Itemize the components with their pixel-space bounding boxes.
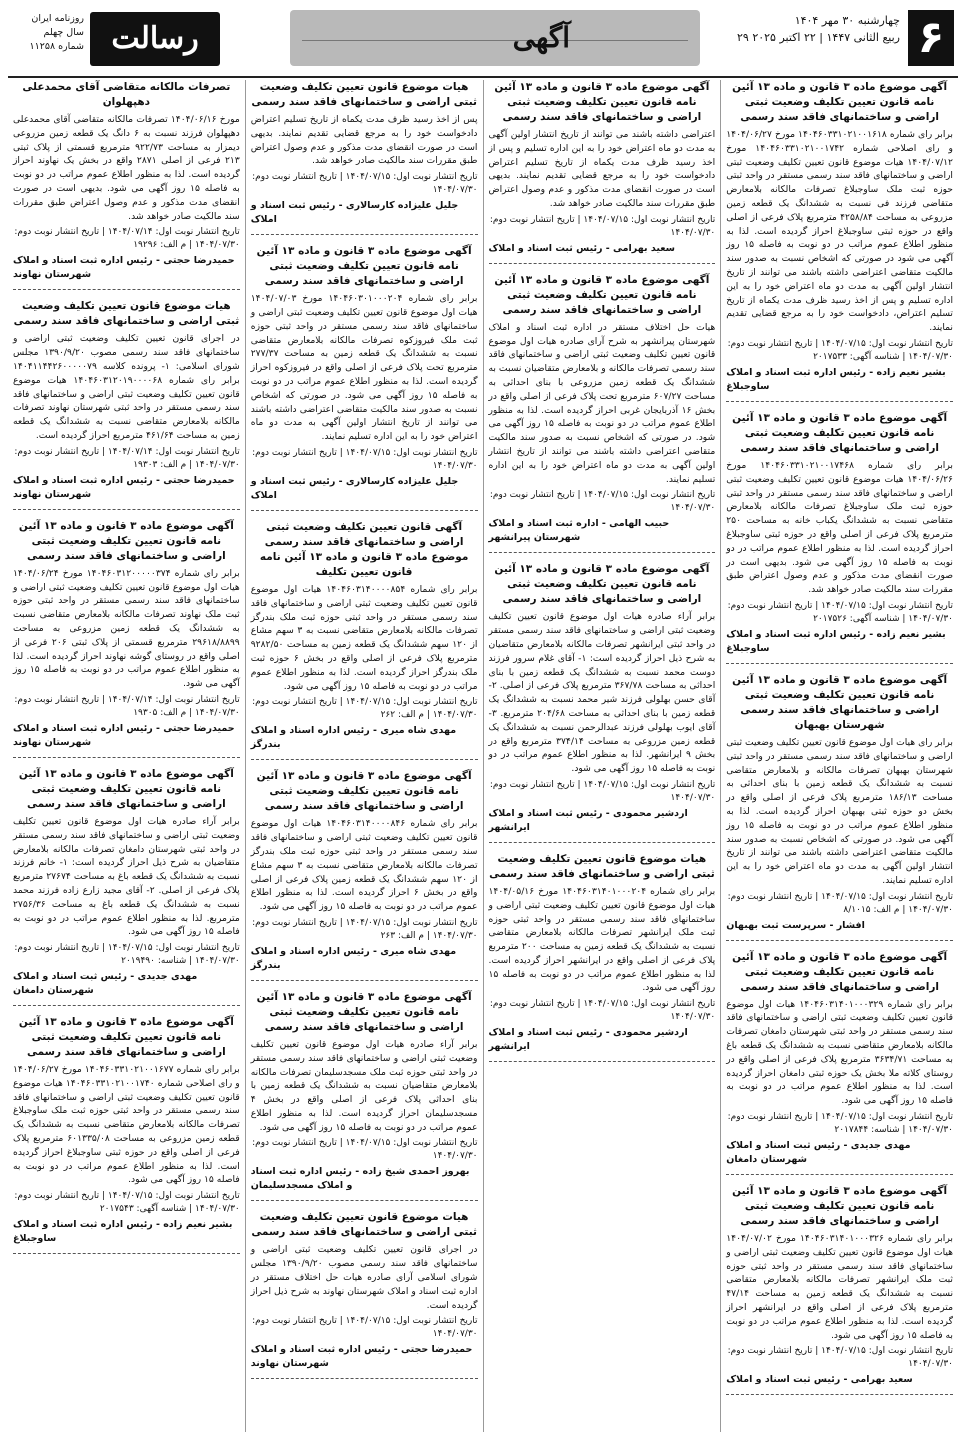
legal-notice [489,562,716,843]
notice-dates: تاریخ انتشار نوبت اول: ۱۴۰۴/۰۷/۱۵ | تاریخ انتشار نوبت دوم: ۱۴۰۴/۰۷/۳۰ [489,999,716,1023]
notice-title: هیات موضوع قانون تعیین تکلیف وضعیت ثبتی اراضی و ساختمانهای فاقد سند رسمی [13,300,240,328]
issue-date [710,12,900,46]
notice-body: برابر آراء صادره هیات اول موضوع قانون تعیین تکلیف وضعیت ثبتی اراضی و ساختمانهای فاقد سند رسمی مستقر در واحد ثبتی ایرانشهر تصرفات مالکانه بلامعارض متقاضیان به شرح ذیل احراز گردیده است: ۱- آقای غلام سرور فرزند دوست محمد نسبت به ششدانگ یک قطعه زمین با بنای احداثی به مساحت ۳۶۷/۷۸ مترمربع پلاک فرعی از اصلی. ۲- آقای حسن بهلولی فرزند شیر محمد نسبت به ششدانگ یک قطعه زمین با بنای احداثی به مساحت ۲۰۴/۶۸ مترمربع. ۳- آقای ایوب بهلولی فرزند عبدالرحمن نسبت به ششدانگ یک قطعه زمین مزروعی به مساحت ۳۷۴/۱۴ مترمربع واقع در بخش ۹ ایرانشهر. لذا به منظور اطلاع عموم مراتب در دو نوبت به فاصله ۱۵ روز آگهی می شود. [488,611,716,775]
issue-brand: روزنامه ایران [31,13,84,24]
masthead [8,6,958,78]
notice-dates: تاریخ انتشار نوبت اول: ۱۴۰۴/۰۷/۱۵ | تاریخ انتشار نوبت دوم: ۱۴۰۴/۰۷/۳۰ | م الف: ۸/۱۰۱۵ [727,891,953,915]
notice-body: برابر رای شماره ۱۴۰۴۶۰۳۱۴۰۱۰۰۰۳۲۶ مورخ ۱۴۰۴/۰۷/۰۲ هیات اول موضوع قانون تعیین تکلیف وضعیت ثبتی اراضی و ساختمانهای فاقد سند رسمی مستقر در واحد ثبتی حوزه ثبت ملک ایرانشهر تصرفات مالکانه بلامعارض متقاضی نسبت به ششدانگ یک قطعه زمین به مساحت ۴۷/۱۴ مترمربع پلاک فرعی از اصلی واقع در ایرانشهر احراز گردیده است. لذا به منظور اطلاع عموم مراتب در دو نوبت به فاصله ۱۵ روز آگهی می شود. [726,1233,953,1341]
notice-signature: سعید بهرامی - رئیس ثبت اسناد و املاک [726,1374,913,1386]
issue-number: شماره ۱۱۲۵۸ [29,41,84,52]
notice-signature: حمیدرضا حجتی - رئیس اداره ثبت اسناد و املاک شهرستان نهاوند [250,1344,473,1370]
notice-dates: تاریخ انتشار نوبت اول: ۱۴۰۴/۰۷/۱۵ | تاریخ انتشار نوبت دوم: ۱۴۰۴/۰۷/۳۰ | شناسه: ۲۰۱۷۸۴۴ [727,1112,953,1136]
legal-notice [251,1210,478,1379]
legal-notice [726,1184,953,1395]
notice-title: آگهی موضوع ماده ۳ قانون و ماده ۱۳ آئین نامه قانون تعیین تکلیف وضعیت ثبتی اراضی و ساختمانهای فاقد سند رسمی [256,990,472,1033]
section-title: آگهی [512,21,570,54]
notice-dates: تاریخ انتشار نوبت اول: ۱۴۰۴/۰۷/۱۴ | تاریخ انتشار نوبت دوم: ۱۴۰۴/۰۷/۳۰ | م الف: ۱۹۲۹۶ [14,227,240,251]
notice-title: آگهی موضوع ماده ۳ قانون و ماده ۱۳ آئین نامه قانون تعیین تکلیف وضعیت ثبتی اراضی و ساختمانهای فاقد سند رسمی [18,519,234,562]
notice-signature: حمیدرضا حجتی - رئیس اداره ثبت اسناد و املاک شهرستان نهاوند [13,474,235,500]
column-4 [8,80,245,1432]
notice-body: در اجرای قانون تعیین تکلیف وضعیت ثبتی اراضی و ساختمانهای فاقد سند رسمی مصوب ۱۳۹۰/۹/۲۰ مجلس شورای اسلامی آرای صادره هیات حل اختلاف مستقر در اداره ثبت اسناد و املاک شهرستان نهاوند به شرح ذیل احراز گردیده است. [250,1244,478,1311]
paper-logo: رسالت [90,12,220,66]
notice-body: برابر رای شماره ۱۴۰۴۶۰۳۱۴۰۰۰۰۸۴۶ هیات اول موضوع قانون تعیین تکلیف وضعیت ثبتی اراضی و ساختمانهای فاقد سند رسمی مستقر در واحد ثبتی حوزه ثبت ملک بندرگز تصرفات مالکانه بلامعارض متقاضی نسبت به ۳ سهم مشاع از ۱۲۰ سهم ششدانگ یک قطعه زمین پلاک فرعی از اصلی واقع در بخش ۶ احراز گردیده است. لذا به منظور اطلاع عموم مراتب در دو نوبت به فاصله ۱۵ روز آگهی می شود. [250,818,478,913]
notice-signature: حبیب الهامی - اداره ثبت اسناد و املاک شهرستان پیرانشهر [488,518,670,544]
legal-notice [726,411,953,664]
column-2 [483,80,721,1432]
band-divider [302,40,688,41]
notice-dates: تاریخ انتشار نوبت اول: ۱۴۰۴/۰۷/۱۵ | تاریخ انتشار نوبت دوم: ۱۴۰۴/۰۷/۳۰ [252,1138,478,1162]
legal-notice [726,80,953,402]
notice-dates: تاریخ انتشار نوبت اول: ۱۴۰۴/۰۷/۱۵ | تاریخ انتشار نوبت دوم: ۱۴۰۴/۰۷/۳۰ [252,1316,478,1340]
notice-dates: تاریخ انتشار نوبت اول: ۱۴۰۴/۰۷/۱۴ | تاریخ انتشار نوبت دوم: ۱۴۰۴/۰۷/۳۰ | م الف: ۱۹۳۰۳ [14,446,240,470]
notice-signature: مهدی جدیدی - رئیس ثبت اسناد و املاک شهرستان دامغان [726,1140,911,1166]
issue-year: سال چهلم [43,27,84,38]
notice-body: پس از اخذ رسید ظرف مدت یکماه از تاریخ تسلیم اعتراض دادخواست خود را به مرجع قضایی تقدیم نمایند. بدیهی است در صورت انقضای مدت مذکور و عدم وصول اعتراض طبق مقررات سند مالکیت صادر خواهد شد. [250,114,478,167]
notice-title: آگهی موضوع ماده ۳ قانون و ماده ۱۳ آئین نامه قانون تعیین تکلیف وضعیت ثبتی اراضی و ساختمانهای فاقد سند رسمی شهرستان بهبهان [732,673,948,731]
legal-notice [489,80,716,264]
notice-title: هیات موضوع قانون تعیین تکلیف وضعیت ثبتی اراضی و ساختمانهای فاقد سند رسمی [489,852,715,880]
column-1 [720,80,958,1432]
notice-signature: سعید بهرامی - رئیس ثبت اسناد و املاک [488,242,675,254]
notice-signature: مهدی جدیدی - رئیس ثبت اسناد و املاک شهرستان دامغان [13,971,198,997]
notice-signature: جلیل علیزاده کارسالاری - رئیس ثبت اسناد و املاک [250,475,459,501]
notice-dates: تاریخ انتشار نوبت اول: ۱۴۰۴/۰۷/۱۵ | تاریخ انتشار نوبت دوم: ۱۴۰۴/۰۷/۳۰ | م الف: ۲۶۲ [252,697,478,721]
legal-notice [13,299,240,509]
notice-title: آگهی موضوع ماده ۳ قانون و ماده ۱۳ آئین نامه قانون تعیین تکلیف وضعیت ثبتی اراضی و ساختمانهای فاقد سند رسمی [494,273,710,316]
legal-notice [251,990,478,1202]
notice-dates: تاریخ انتشار نوبت اول: ۱۴۰۴/۰۷/۱۴ | تاریخ انتشار نوبت دوم: ۱۴۰۴/۰۷/۳۰ | م الف: ۱۹۳۰۵ [14,694,240,718]
notice-body: برابر رای شماره ۱۴۰۴۶۰۳۰۱۰۰۰۲۰۴ مورخ ۱۴۰۴/۰۷/۰۳ هیات اول موضوع قانون تعیین تکلیف وضعیت ثبتی اراضی و ساختمانهای فاقد سند رسمی مستقر در واحد ثبتی حوزه ثبت ملک فیروزکوه تصرفات مالکانه بلامعارض متقاضی نسبت به ششدانگ یک قطعه زمین به مساحت ۲۷۷/۳۷ مترمربع تحت پلاک فرعی از اصلی واقع در فیروزکوه احراز گردیده است. لذا به منظور اطلاع عموم مراتب در دو نوبت به فاصله ۱۵ روز آگهی می شود. در صورتی که اشخاص نسبت به صدور سند مالکیت متقاضی اعتراضی داشته باشند می توانند از تاریخ انتشار اولین آگهی به مدت دو ماه اعتراض خود را به این اداره تسلیم نمایند. [250,293,478,443]
notice-signature: حمیدرضا حجتی - رئیس اداره ثبت اسناد و املاک شهرستان نهاوند [13,255,235,281]
notice-dates: تاریخ انتشار نوبت اول: ۱۴۰۴/۰۷/۱۵ | تاریخ انتشار نوبت دوم: ۱۴۰۴/۰۷/۳۰ | شناسه آگهی: ۲۰۱۷۵۲۶ [727,600,953,624]
notice-dates: تاریخ انتشار نوبت اول: ۱۴۰۴/۰۷/۱۵ | تاریخ انتشار نوبت دوم: ۱۴۰۴/۰۷/۳۰ | شناسه آگهی: ۲۰۱۷۵۴۳ [14,1191,240,1215]
notice-title: آگهی قانون تعیین تکلیف وضعیت ثبتی اراضی و ساختمانهای فاقد سند رسمی موضوع ماده ۳ قانون و ماده ۱۳ آئین نامه قانون تعیین تکلیف [259,520,469,578]
columns [8,80,958,1432]
notice-body: اعتراضی داشته باشند می توانند از تاریخ انتشار اولین آگهی به مدت دو ماه اعتراض خود را به این اداره تسلیم و پس از اخذ رسید ظرف مدت یکماه از تاریخ تسلیم اعتراض دادخواست خود را به مرجع قضایی تقدیم نمایند. بدیهی است در صورت انقضای مدت مذکور و عدم وصول اعتراض طبق مقررات سند مالکیت صادر خواهد شد. [488,129,716,209]
notice-body: برابر رای شماره ۱۴۰۴۶۰۳۳۱۰۲۱۰۰۱۷۴۶۸ مورخ ۱۴۰۴/۰۶/۲۶ هیات موضوع قانون تعیین تکلیف وضعیت ثبتی اراضی و ساختمانهای فاقد سند رسمی مستقر در واحد ثبتی حوزه ثبت ملک ساوجبلاغ تصرفات مالکانه بلامعارض متقاضی نسبت به ششدانگ یکباب خانه به مساحت ۲۵۰ مترمربع پلاک فرعی از اصلی واقع در حوزه ثبتی ساوجبلاغ احراز گردیده است. لذا به منظور اطلاع عموم مراتب در دو نوبت به فاصله ۱۵ روز آگهی می شود. بدیهی است در صورت انقضای مدت مذکور و عدم وصول اعتراض طبق مقررات سند مالکیت صادر خواهد شد. [726,459,953,596]
legal-notice [251,244,478,511]
notice-title: آگهی موضوع ماده ۳ قانون و ماده ۱۳ آئین نامه قانون تعیین تکلیف وضعیت ثبتی اراضی و ساختمانهای فاقد سند رسمی [494,563,710,606]
notice-signature: حمیدرضا حجتی - رئیس اداره ثبت اسناد و املاک شهرستان نهاوند [13,722,235,748]
notice-signature: اردشیر محمودی - رئیس ثبت اسناد و املاک ایرانشهر [488,807,688,833]
section-band [290,10,700,66]
notice-title: هیات موضوع قانون تعیین تکلیف وضعیت ثبتی اراضی و ساختمانهای فاقد سند رسمی [251,1211,477,1239]
notice-body: برابر رای شماره ۱۴۰۴۶۰۳۱۲۰۰۰۰۰۳۷۴ مورخ ۱۴۰۴/۰۶/۲۴ هیات اول موضوع قانون تعیین تکلیف وضعیت ثبتی اراضی و ساختمانهای فاقد سند رسمی مستقر در واحد ثبتی حوزه ثبت ملک نهاوند تصرفات مالکانه بلامعارض متقاضی نسبت به ششدانگ یک قطعه زمین مزروعی به مساحت ۲۹۶۱۸/۸۸۹۹ مترمربع قسمتی از پلاک ثبتی ۲۰۶ فرعی از اصلی واقع در روستای گوشه نهاوند احراز گردیده است. لذا به منظور اطلاع عموم مراتب در دو نوبت به فاصله ۱۵ روز آگهی می شود. [13,567,240,690]
notice-dates: تاریخ انتشار نوبت اول: ۱۴۰۴/۰۷/۱۵ | تاریخ انتشار نوبت دوم: ۱۴۰۴/۰۷/۳۰ [252,172,478,196]
notice-dates: تاریخ انتشار نوبت اول: ۱۴۰۴/۰۷/۱۵ | تاریخ انتشار نوبت دوم: ۱۴۰۴/۰۷/۳۰ [489,490,716,514]
legal-notice [13,519,240,758]
notice-title: آگهی موضوع ماده ۳ قانون و ماده ۱۳ آئین نامه قانون تعیین تکلیف وضعیت ثبتی اراضی و ساختمانهای فاقد سند رسمی [256,245,472,288]
legal-notice [13,80,240,290]
column-3 [245,80,483,1432]
issue-info [12,12,84,54]
notice-dates: تاریخ انتشار نوبت اول: ۱۴۰۴/۰۷/۱۵ | تاریخ انتشار نوبت دوم: ۱۴۰۴/۰۷/۳۰ | شناسه آگهی: ۲۰۱۷۵۳۳ [727,338,953,362]
notice-body: در اجرای قانون تعیین تکلیف وضعیت ثبتی اراضی و ساختمانهای فاقد سند رسمی مصوب ۱۳۹۰/۹/۲۰ مجلس شورای اسلامی: ۱- پرونده کلاسه ۱۴۰۴۱۱۴۴۲۶۰۰۰۰۰۷۹ برابر رای شماره ۱۴۰۴۶۰۳۱۲۰۱۹۰۰۰۰۶۸ هیات موضوع قانون تعیین تکلیف وضعیت ثبتی اراضی و ساختمانهای فاقد سند رسمی مستقر در واحد ثبتی شهرستان نهاوند تصرفات مالکانه بلامعارض متقاضی نسبت به ششدانگ یک قطعه زمین به مساحت ۴۶۱/۶۴ مترمربع احراز گردیده است. [13,333,240,441]
legal-notice [251,769,478,981]
notice-signature: بشیر نعیم زاده - رئیس اداره ثبت اسناد و املاک ساوجبلاغ [726,628,946,654]
date-other: ۲۹ ربیع الثانی ۱۴۴۷ | ۲۲ اکتبر ۲۰۲۵ [737,31,900,44]
notice-signature: افشار - سرپرست ثبت بهبهان [726,919,865,931]
notice-signature: بهروز احمدی شیخ زاده - رئیس اداره ثبت اسناد و املاک مسجدسلیمان [250,1166,470,1192]
notice-dates: تاریخ انتشار نوبت اول: ۱۴۰۴/۰۷/۱۵ | تاریخ انتشار نوبت دوم: ۱۴۰۴/۰۷/۳۰ | شناسه: ۲۰۱۹۴۹۰ [14,943,240,967]
notice-dates: تاریخ انتشار نوبت اول: ۱۴۰۴/۰۷/۱۵ | تاریخ انتشار نوبت دوم: ۱۴۰۴/۰۷/۳۰ [252,447,478,471]
notice-body: هیات حل اختلاف مستقر در اداره ثبت اسناد و املاک شهرستان پیرانشهر به شرح آرای صادره هیات اول موضوع قانون تعیین تکلیف وضعیت ثبتی اراضی و ساختمانهای فاقد سند رسمی تصرفات مالکانه و بلامعارض متقاضیان نسبت به ششدانگ یک قطعه زمین مزروعی با بنای احداثی به مساحت ۶۰۷/۲۷ مترمربع تحت پلاک فرعی از اصلی واقع در بخش ۱۶ آذربایجان غربی احراز گردیده است. لذا به منظور اطلاع عموم مراتب در دو نوبت به فاصله ۱۵ روز آگهی می شود. در صورتی که اشخاص نسبت به صدور سند مالکیت متقاضی اعتراضی داشته باشند می توانند از تاریخ انتشار اولین آگهی به مدت دو ماه اعتراض خود را به این اداره تسلیم نمایند. [488,321,716,485]
notice-signature: اردشیر محمودی - رئیس ثبت اسناد و املاک ایرانشهر [488,1027,688,1053]
legal-notice [489,852,716,1062]
notice-body: برابر رای شماره ۱۴۰۴۶۰۳۳۱۰۲۱۰۰۱۶۱۸ مورخ ۱۴۰۴/۰۶/۲۷ و رای اصلاحی شماره ۱۴۰۴۶۰۳۳۱۰۲۱۰۰۱۷۴۲ مورخ ۱۴۰۴/۰۷/۱۲ هیات موضوع قانون تعیین تکلیف وضعیت ثبتی اراضی و ساختمانهای فاقد سند رسمی مستقر در واحد ثبتی حوزه ثبت ملک ساوجبلاغ تصرفات مالکانه بلامعارض متقاضی فرزند فی نسبت به ششدانگ یک قطعه زمین مزروعی به مساحت ۴۲۵۸/۸۴ مترمربع پلاک فرعی از اصلی واقع در حوزه ثبتی ساوجبلاغ احراز گردیده است. لذا به منظور اطلاع عموم مراتب در دو نوبت به فاصله ۱۵ روز آگهی می شود در صورتی که اشخاص نسبت به صدور سند مالکیت متقاضی اعتراضی داشته باشند می توانند از تاریخ انتشار اولین آگهی به مدت دو ماه اعتراض خود را به این اداره تسلیم و پس از اخذ رسید ظرف مدت یکماه از تاریخ تسلیم اعتراض، دادخواست خود را به مرجع قضایی تقدیم نمایند. [726,129,953,334]
notice-body: برابر آراء صادره هیات اول موضوع قانون تعیین تکلیف وضعیت ثبتی اراضی و ساختمانهای فاقد سند رسمی مستقر در واحد ثبتی شهرستان دامغان تصرفات مالکانه بلامعارض متقاضیان به شرح ذیل احراز گردیده است: ۱- خانم فرزند نسبت به ششدانگ یک قطعه باغ به مساحت ۲۷۶۷۴ مترمربع پلاک فرعی از اصلی. ۲- آقای مجید زارع زاده فرزند محمد نسبت به ششدانگ یک قطعه باغ به مساحت ۲۷۵۶/۳۶ مترمربع. لذا به منظور اطلاع عموم مراتب در دو نوبت به فاصله ۱۵ روز آگهی می شود. [13,815,240,938]
legal-notice [251,80,478,235]
notice-title: آگهی موضوع ماده ۳ قانون و ماده ۱۳ آئین نامه قانون تعیین تکلیف وضعیت ثبتی اراضی و ساختمانهای فاقد سند رسمی [256,770,472,813]
notice-signature: جلیل علیزاده کارسالاری - رئیس ثبت اسناد و املاک [250,200,459,226]
notice-dates: تاریخ انتشار نوبت اول: ۱۴۰۴/۰۷/۱۵ | تاریخ انتشار نوبت دوم: ۱۴۰۴/۰۷/۳۰ [489,214,716,238]
notice-title: تصرفات مالکانه متقاضی آقای محمدعلی دهپهلوان [22,81,231,108]
notice-signature: بشیر نعیم زاده - رئیس اداره ثبت اسناد و املاک ساوجبلاغ [726,366,946,392]
notice-title: آگهی موضوع ماده ۳ قانون و ماده ۱۳ آئین نامه قانون تعیین تکلیف وضعیت ثبتی اراضی و ساختمانهای فاقد سند رسمی [494,81,710,123]
notice-title: آگهی موضوع ماده ۳ قانون و ماده ۱۳ آئین نامه قانون تعیین تکلیف وضعیت ثبتی اراضی و ساختمانهای فاقد سند رسمی [732,1185,948,1228]
legal-notice [726,673,953,941]
notice-title: هیات موضوع قانون تعیین تکلیف وضعیت ثبتی اراضی و ساختمانهای فاقد سند رسمی [251,81,477,108]
notice-body: برابر رای هیات اول موضوع قانون تعیین تکلیف وضعیت ثبتی اراضی و ساختمانهای فاقد سند رسمی مستقر در واحد ثبتی شهرستان بهبهان تصرفات مالکانه و بلامعارض متقاضی نسبت به ششدانگ یک قطعه زمین با بنای احداثی به مساحت ۱۸۶/۱۳ مترمربع پلاک فرعی از اصلی واقع در بخش دو حوزه ثبتی بهبهان احراز گردیده است. لذا به منظور اطلاع عموم مراتب در دو نوبت به فاصله ۱۵ روز آگهی می شود. در صورتی که اشخاص نسبت به صدور سند مالکیت متقاضی اعتراضی داشته باشند می توانند از تاریخ انتشار اولین آگهی به مدت دو ماه اعتراض خود را به این اداره تسلیم نمایند. [726,736,953,886]
notice-title: آگهی موضوع ماده ۳ قانون و ماده ۱۳ آئین نامه قانون تعیین تکلیف وضعیت ثبتی اراضی و ساختمانهای فاقد سند رسمی [18,1016,234,1059]
legal-notice [489,273,716,554]
notice-dates: تاریخ انتشار نوبت اول: ۱۴۰۴/۰۷/۱۵ | تاریخ انتشار نوبت دوم: ۱۴۰۴/۰۷/۳۰ [727,1346,953,1370]
notice-title: آگهی موضوع ماده ۳ قانون و ماده ۱۳ آئین نامه قانون تعیین تکلیف وضعیت ثبتی اراضی و ساختمانهای فاقد سند رسمی [732,411,948,454]
notice-title: آگهی موضوع ماده ۳ قانون و ماده ۱۳ آئین نامه قانون تعیین تکلیف وضعیت ثبتی اراضی و ساختمانهای فاقد سند رسمی [732,950,948,993]
legal-notice [726,950,953,1175]
notice-dates: تاریخ انتشار نوبت اول: ۱۴۰۴/۰۷/۱۵ | تاریخ انتشار نوبت دوم: ۱۴۰۴/۰۷/۳۰ | م الف: ۲۶۳ [252,917,478,941]
notice-signature: مهدی شاه میری - رئیس اداره اسناد و املاک بندرگز [250,725,457,751]
date-persian: چهارشنبه ۳۰ مهر ۱۴۰۴ [794,14,900,27]
legal-notice [13,1015,240,1254]
notice-body: برابر رای شماره ۱۴۰۴۶۰۳۱۴۰۱۰۰۰۲۰۴ مورخ ۱۴۰۴/۰۵/۱۶ هیات اول موضوع قانون تعیین تکلیف وضعیت ثبتی اراضی و ساختمانهای فاقد سند رسمی مستقر در واحد ثبتی حوزه ثبت ملک ایرانشهر تصرفات مالکانه بلامعارض متقاضی نسبت به ششدانگ یک قطعه زمین به مساحت ۲۰۰ مترمربع پلاک فرعی از اصلی واقع در ایرانشهر احراز گردیده است. لذا به منظور اطلاع عموم مراتب در دو نوبت به فاصله ۱۵ روز آگهی می شود. [488,885,716,994]
notice-body: برابر رای شماره ۱۴۰۴۶۰۳۱۴۰۱۰۰۰۳۲۹ هیات اول موضوع قانون تعیین تکلیف وضعیت ثبتی اراضی و ساختمانهای فاقد سند رسمی مستقر در واحد ثبتی شهرستان دامغان تصرفات مالکانه بلامعارض متقاضی نسبت به ششدانگ یک قطعه باغ به مساحت ۳۶۳۴/۷۱ مترمربع پلاک فرعی از اصلی واقع در روستای کلاته ملا بخش یک حوزه ثبتی دامغان احراز گردیده است. لذا به منظور اطلاع عموم مراتب در دو نوبت به فاصله ۱۵ روز آگهی می شود. [726,998,953,1107]
notice-body: مورخ ۱۴۰۴/۰۶/۱۶ تصرفات مالکانه متقاضی آقای محمدعلی دهپهلوان فرزند نسبت به ۶ دانگ یک قطعه زمین مزروعی دیمزار به مساحت ۹۲۲/۷۳ مترمربع قسمتی از پلاک ثبتی ۲۱۳ فرعی از اصلی ۲۸۷۱ واقع در بخش یک نهاوند احراز گردیده است. لذا به منظور اطلاع عموم مراتب در دو نوبت به فاصله ۱۵ روز آگهی می شود. بدیهی است در صورت انقضای مدت مذکور و عدم وصول اعتراض طبق مقررات سند مالکیت صادر خواهد شد. [13,114,240,222]
notice-signature: مهدی شاه میری - رئیس اداره اسناد و املاک بندرگز [250,945,457,971]
legal-notice [13,767,240,1006]
notice-title: آگهی موضوع ماده ۳ قانون و ماده ۱۳ آئین نامه قانون تعیین تکلیف وضعیت ثبتی اراضی و ساختمانهای فاقد سند رسمی [18,767,234,810]
notice-body: برابر رای شماره ۱۴۰۴۶۰۳۱۴۰۰۰۰۸۵۴ هیات اول موضوع قانون تعیین تکلیف وضعیت ثبتی اراضی و ساختمانهای فاقد سند رسمی مستقر در واحد ثبتی حوزه ثبت ملک بندرگز تصرفات مالکانه بلامعارض متقاضی نسبت به ۳ سهم مشاع از ۱۲۰ سهم ششدانگ یک قطعه زمین به مساحت ۹۲۸۲/۵۰ مترمربع پلاک فرعی از اصلی واقع در بخش ۶ حوزه ثبت ملک بندرگز احراز گردیده است. لذا به منظور اطلاع عموم مراتب در دو نوبت به فاصله ۱۵ روز آگهی می شود. [250,583,478,692]
notice-title: آگهی موضوع ماده ۳ قانون و ماده ۱۳ آئین نامه قانون تعیین تکلیف وضعیت ثبتی اراضی و ساختمانهای فاقد سند رسمی [732,81,948,123]
notice-dates: تاریخ انتشار نوبت اول: ۱۴۰۴/۰۷/۱۵ | تاریخ انتشار نوبت دوم: ۱۴۰۴/۰۷/۳۰ [489,779,716,803]
legal-notice [251,520,478,760]
notice-body: برابر رای شماره ۱۴۰۴۶۰۳۳۱۰۲۱۰۰۱۶۷۷ مورخ ۱۴۰۴/۰۶/۲۷ و رای اصلاحی شماره ۱۴۰۴۶۰۳۳۱۰۲۱۰۰۱۷۴۰ هیات موضوع قانون تعیین تکلیف وضعیت ثبتی اراضی و ساختمانهای فاقد سند رسمی مستقر در واحد ثبتی حوزه ثبت ملک ساوجبلاغ تصرفات مالکانه بلامعارض متقاضی نسبت به ششدانگ یک قطعه زمین مزروعی به مساحت ۶۰۱۳۳۵/۰۸ مترمربع پلاک فرعی از اصلی واقع در حوزه ثبتی ساوجبلاغ احراز گردیده است. لذا به منظور اطلاع عموم مراتب در دو نوبت به فاصله ۱۵ روز آگهی می شود. [13,1064,240,1186]
notice-body: برابر آراء صادره هیات اول موضوع قانون تعیین تکلیف وضعیت ثبتی اراضی و ساختمانهای فاقد سند رسمی مستقر در واحد ثبتی حوزه ثبت ملک مسجدسلیمان تصرفات مالکانه بلامعارض متقاضیان نسبت به ششدانگ یک قطعه زمین با بنای احداثی پلاک فرعی از اصلی واقع در بخش ۴ مسجدسلیمان احراز گردیده است. لذا به منظور اطلاع عموم مراتب در دو نوبت به فاصله ۱۵ روز آگهی می شود. [250,1038,478,1133]
notice-signature: بشیر نعیم زاده - رئیس اداره ثبت اسناد و املاک ساوجبلاغ [13,1219,233,1245]
page-number: ۶ [908,10,954,66]
